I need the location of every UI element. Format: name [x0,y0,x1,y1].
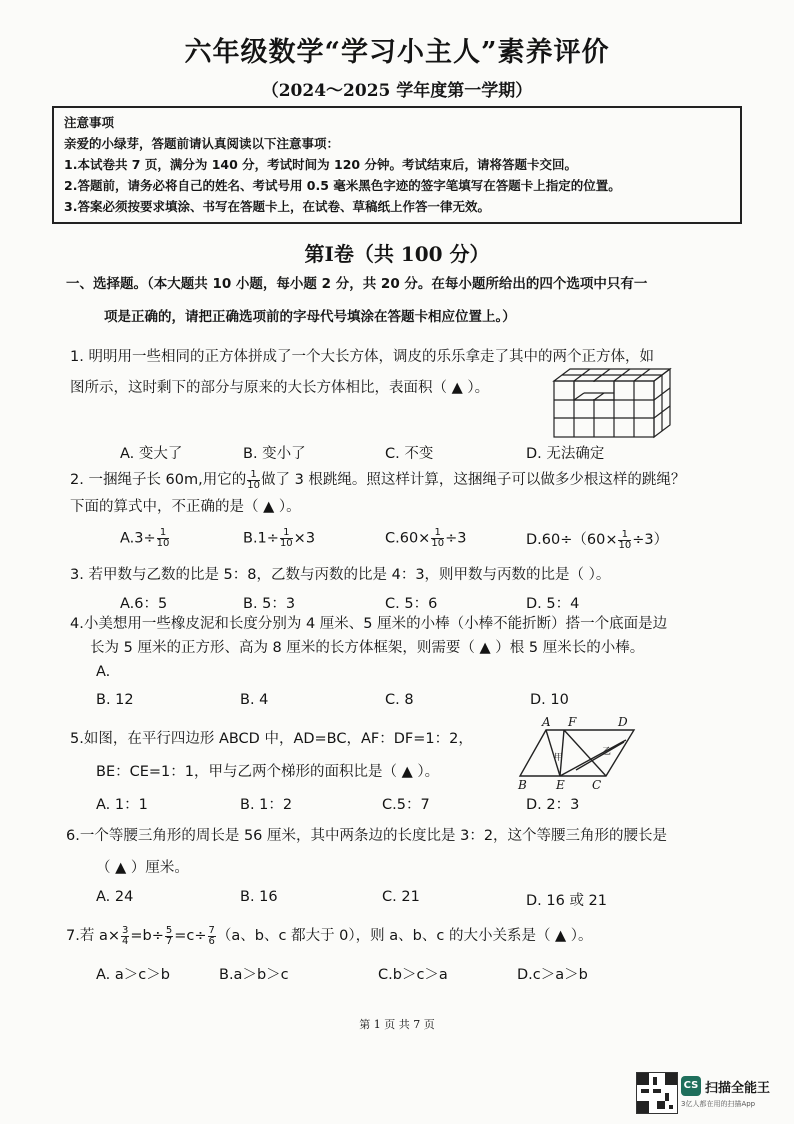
q3-option-a: A.6：5 [120,596,168,612]
q3-text: 3. 若甲数与乙数的比是 5：8，乙数与丙数的比是 4：3，则甲数与丙数的比是（ ）。 [70,567,611,583]
q6-option-d: D. 16 或 21 [526,893,608,909]
q4-option-b2: B. 4 [240,692,269,708]
notice-item: 3.答案必须按要求填涂、书写在答题卡上，在试卷、草稿纸上作答一律无效。 [64,199,490,214]
cs-logo-icon: CS [681,1076,701,1096]
q4-option-b: B. 12 [96,692,134,708]
q1-text-cont: 图所示，这时剩下的部分与原来的大长方体相比，表面积（ ▲ ）。 [70,380,490,396]
fig-label-a: A [542,715,551,729]
page-footer: 第 1 页 共 7 页 [359,1018,435,1031]
q4-option-a: A. [96,664,111,680]
q2-option-c: C.60× $\frac{1}{10}$ ÷3 [385,527,467,549]
q2-text-cont: 下面的算式中，不正确的是（ ▲ ）。 [70,499,301,515]
q1-cube-figure [552,367,674,439]
q1-option-a: A. 变大了 [120,446,183,462]
q5-text: 5.如图，在平行四边形 ABCD 中，AD=BC，AF：DF=1：2， [70,731,473,747]
q2-option-a: A.3÷ $\frac{1}{10}$ [120,527,170,549]
q1-text: 1. 明明用一些相同的正方体拼成了一个大长方体，调皮的乐乐拿走了其中的两个正方体，如 [70,349,654,365]
q7-text: 7.若 a× $\frac{3}{4}$ =b÷ $\frac{5}{7}$ =c÷ $\frac{7}{6}$ （a、b、c 都大于 0），则 a、b、c 的大小关系是（ ▲ ）。 [66,924,593,947]
q1-option-b: B. 变小了 [243,446,306,462]
q5-option-b: B. 1：2 [240,797,293,813]
q7-option-a: A. a＞c＞b [96,967,170,983]
q5-parallelogram-figure [516,712,640,792]
exam-title: 六年级数学“学习小主人”素养评价 [184,37,610,68]
part1-instructions-cont: 项是正确的，请把正确选项前的字母代号填涂在答题卡相应位置上。） [104,309,516,325]
q2-text: 2. 一捆绳子长 60m,用它的 $\frac{1}{10}$ 做了 3 根跳绳。照这样计算，这捆绳子可以做多少根这样的跳绳？ [70,468,686,491]
q6-text-cont: （ ▲ ）厘米。 [96,860,189,876]
fig-label-e: E [556,778,565,792]
fig-label-b: B [518,778,527,792]
q4-text: 4.小美想用一些橡皮泥和长度分别为 4 厘米、5 厘米的小棒（小棒不能折断）搭一个底面是边 [70,616,668,632]
q3-option-c: C. 5：6 [385,596,438,612]
q3-option-b: B. 5：3 [243,596,296,612]
part1-instructions: 一、选择题。（本大题共 10 小题，每小题 2 分，共 20 分。在每小题所给出的四个选项中只有一 [66,276,648,292]
scanner-app-name: 扫描全能王 [705,1081,771,1096]
q6-option-b: B. 16 [240,889,278,905]
q2-option-b: B.1÷ $\frac{1}{10}$ ×3 [243,527,316,549]
q4-option-d: D. 10 [530,692,569,708]
q7-option-c: C.b＞c＞a [378,967,448,983]
q2-option-d: D.60÷（60× $\frac{1}{10}$ ÷3） [526,528,669,551]
fig-label-c: C [592,778,602,792]
q1-option-d: D. 无法确定 [526,446,605,462]
notice-heading: 注意事项 [64,115,115,130]
q5-text-cont: BE：CE=1：1，甲与乙两个梯形的面积比是（ ▲ ）。 [96,764,440,780]
q7-option-b: B.a＞b＞c [219,967,289,983]
notice-item: 1.本试卷共 7 页，满分为 140 分，考试时间为 120 分钟。考试结束后，请将答题卡交回。 [64,157,577,172]
q6-option-a: A. 24 [96,889,134,905]
q5-option-a: A. 1：1 [96,797,148,813]
fraction: $\frac{1}{10}$ [247,468,260,491]
q7-option-d: D.c＞a＞b [517,967,588,983]
fig-label-d: D [618,715,628,729]
q5-option-d: D. 2：3 [526,797,580,813]
q6-option-c: C. 21 [382,889,420,905]
q4-option-c: C. 8 [385,692,414,708]
notice-intro: 亲爱的小绿芽，答题前请认真阅读以下注意事项： [64,136,340,151]
exam-subtitle: （2024～2025 学年度第一学期） [261,81,533,101]
scanner-app-tagline: 3亿人都在用的扫描App [681,1100,756,1108]
q6-text: 6.一个等腰三角形的周长是 56 厘米，其中两条边的长度比是 3：2，这个等腰三角形的腰长是 [66,828,668,844]
q1-option-c: C. 不变 [385,446,434,462]
fig-label-yi: 乙 [602,747,612,757]
notice-item: 2.答题前，请务必将自己的姓名、考试号用 0.5 毫米黑色字迹的签字笔填写在答题卡上指定的位置。 [64,178,621,193]
q3-option-d: D. 5：4 [526,596,580,612]
q5-option-c: C.5：7 [382,797,430,813]
fig-label-f: F [568,715,577,729]
qr-code-icon [636,1072,678,1114]
section-title: 第Ⅰ卷（共 100 分） [304,242,490,266]
q4-text-cont: 长为 5 厘米的正方形、高为 8 厘米的长方体框架，则需要（ ▲ ）根 5 厘米长的小棒。 [90,640,645,656]
notice-box [52,106,742,224]
fig-label-jia: 甲 [554,753,564,763]
